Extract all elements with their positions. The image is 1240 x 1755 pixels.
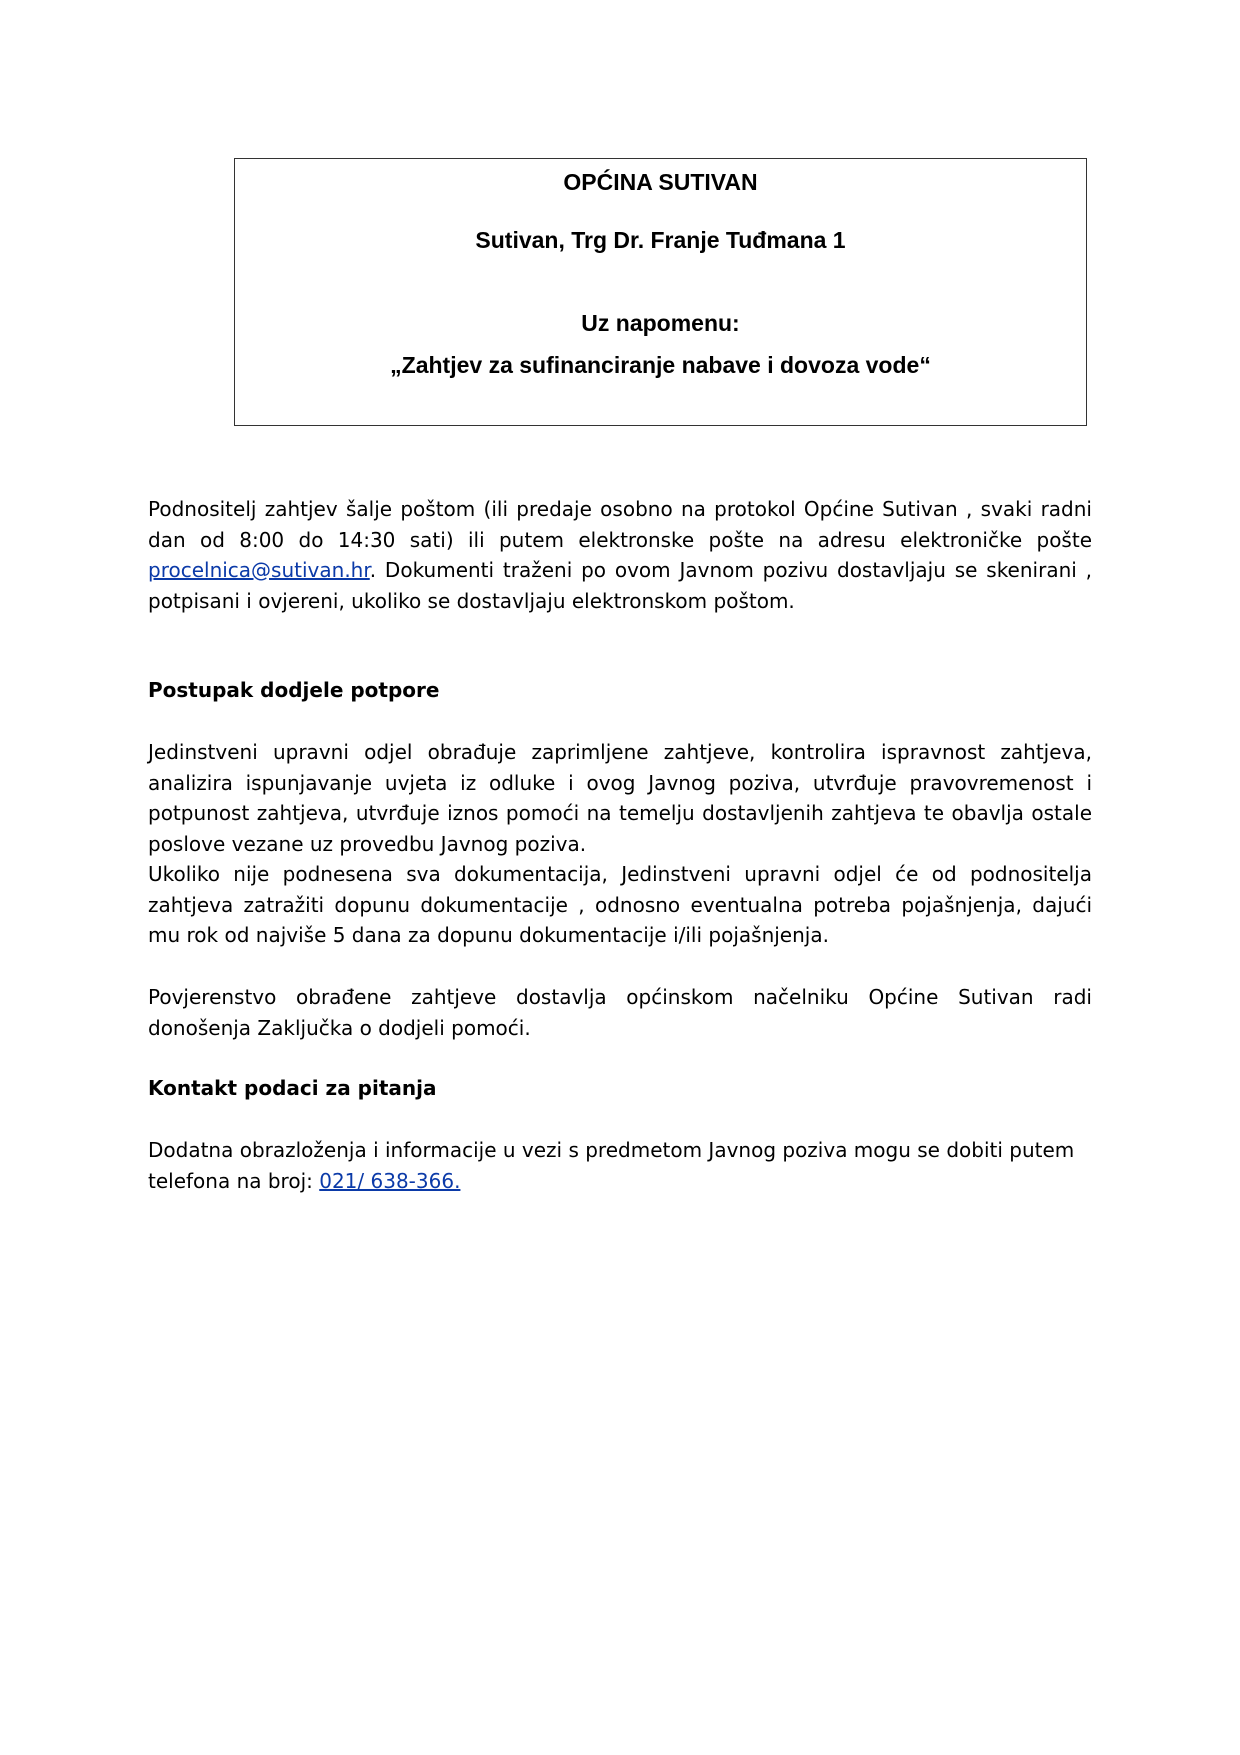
municipality-address: Sutivan, Trg Dr. Franje Tuđmana 1 [475,227,846,253]
procedure-paragraph-2: Ukoliko nije podnesena sva dokumentacija, Jedinstveni upravni odjel će od podnositelja zahtjeva zatražiti dopunu dokumentacije , odnosno eventualna potreba pojašnjenja, dajući mu rok od najviše 5 dana za dopunu dokumentacije i/ili pojašnjenja. [148,862,1092,947]
contact-line-1: Dodatna obrazloženja i informacije u vezi s predmetom Javnog poziva mogu se dobiti putem [148,1138,1075,1162]
email-link[interactable]: procelnica@sutivan.hr [148,558,370,582]
procedure-paragraph-3: Povjerenstvo obrađene zahtjeve dostavlja općinskom načelniku Općine Sutivan radi donošenja Zaključka o dodjeli pomoći. [148,985,1092,1040]
intro-text-before-email: Podnositelj zahtjev šalje poštom (ili predaje osobno na protokol Općine Sutivan , svaki radni dan od 8:00 do 14:30 sati) ili putem elektronske pošte na adresu elektroničke pošte [148,497,1092,552]
phone-link[interactable]: 021/ 638-366. [319,1168,461,1193]
contact-phone-prefix: telefona na broj: [148,1168,320,1193]
procedure-heading: Postupak dodjele potpore [148,678,440,702]
address-box [234,158,1087,426]
contact-line-2 [148,1166,1092,1197]
note-label: Uz napomenu: [581,310,740,336]
municipality-name: OPĆINA SUTIVAN [563,169,758,195]
intro-text-after-email: . Dokumenti traženi po ovom Javnom pozivu dostavljaju se skenirani , potpisani i ovjereni, ukoliko se dostavljaju elektronskom poštom. [148,558,1092,613]
intro-paragraph [148,494,1092,616]
contact-heading: Kontakt podaci za pitanja [148,1076,437,1100]
procedure-paragraph-1: Jedinstveni upravni odjel obrađuje zaprimljene zahtjeve, kontrolira ispravnost zahtjeva, analizira ispunjavanje uvjeta iz odluke i ovog Javnog poziva, utvrđuje pravovremenost i potpunost zahtjeva, utvrđuje iznos pomoći na temelju dostavljenih zahtjeva te obavlja ostale poslove vezane uz provedbu Javnog poziva. [148,740,1092,856]
note-subject: „Zahtjev za sufinanciranje nabave i dovoza vode“ [390,352,931,378]
contact-paragraph [148,1135,1092,1196]
